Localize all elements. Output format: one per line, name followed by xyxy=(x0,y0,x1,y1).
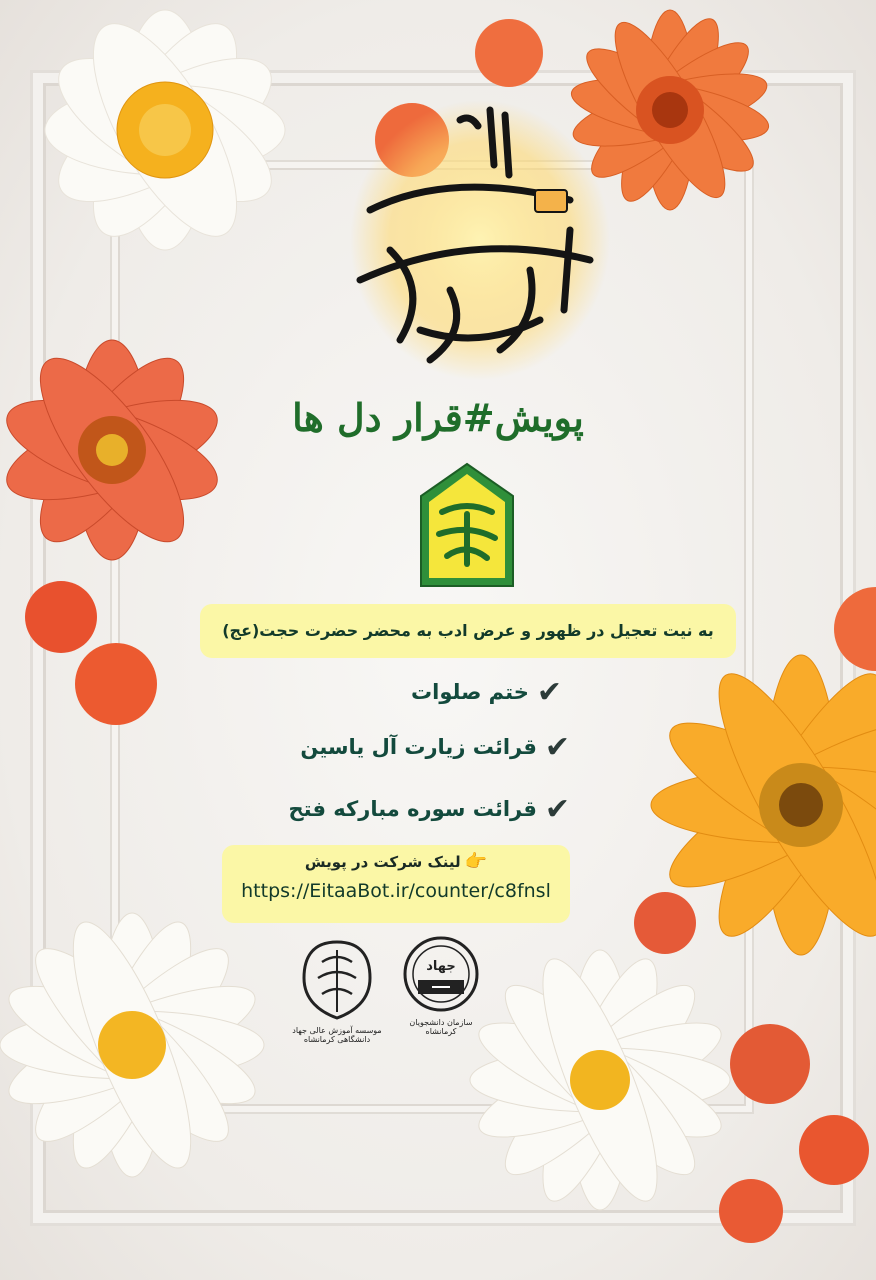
jahad-emblem-icon xyxy=(396,934,486,1014)
check-icon: ✔ xyxy=(544,730,570,765)
link-label xyxy=(222,845,570,872)
list-item-label: ختم صلوات xyxy=(411,680,529,704)
check-icon: ✔ xyxy=(544,792,570,827)
jahad-badge-text: جهاد xyxy=(426,959,456,974)
orange-puff-icon xyxy=(728,1022,812,1106)
list-item-label: قرائت سوره مبارکه فتح xyxy=(288,797,537,821)
jahad-caption: سازمان دانشجویان کرمانشاه xyxy=(409,1018,473,1036)
orange-puff-icon xyxy=(72,640,160,728)
orange-puff-icon xyxy=(796,1112,872,1188)
list-item-label: قرائت زیارت آل یاسین xyxy=(300,735,537,759)
orange-puff-icon xyxy=(716,1176,786,1246)
pointing-hand-icon: 👉 xyxy=(464,851,488,872)
orange-flower-left-icon xyxy=(0,335,230,565)
list-item xyxy=(411,675,562,710)
institute-caption: موسسه آموزش عالی جهاد دانشگاهی کرمانشاه xyxy=(292,1026,382,1044)
orange-puff-icon xyxy=(632,890,698,956)
orange-puff-icon xyxy=(830,585,876,675)
link-label-text: لینک شرکت در پویش xyxy=(304,853,461,871)
intent-text: به نیت تعجیل در ظهور و عرض ادب به محضر حضرت حجت(عج) xyxy=(222,621,714,640)
check-icon: ✔ xyxy=(536,675,562,710)
white-flower-bottom-center-icon xyxy=(465,935,745,1235)
emblem-logo xyxy=(417,462,517,590)
jahad-logo xyxy=(396,934,486,1036)
orange-puff-icon xyxy=(472,16,546,90)
page-title: پویش#قرار دل ها xyxy=(292,395,584,440)
institute-emblem-icon xyxy=(292,938,382,1022)
link-url[interactable]: https://EitaaBot.ir/counter/c8fnsl xyxy=(241,880,551,902)
intent-banner xyxy=(200,604,736,658)
white-flower-bottom-left-icon xyxy=(0,905,280,1195)
white-flower-top-left-icon xyxy=(0,0,340,320)
institute-logo xyxy=(292,938,382,1044)
list-item xyxy=(289,792,570,827)
list-item xyxy=(300,730,570,765)
calligraphy-logo xyxy=(330,90,610,380)
link-box xyxy=(222,845,570,923)
